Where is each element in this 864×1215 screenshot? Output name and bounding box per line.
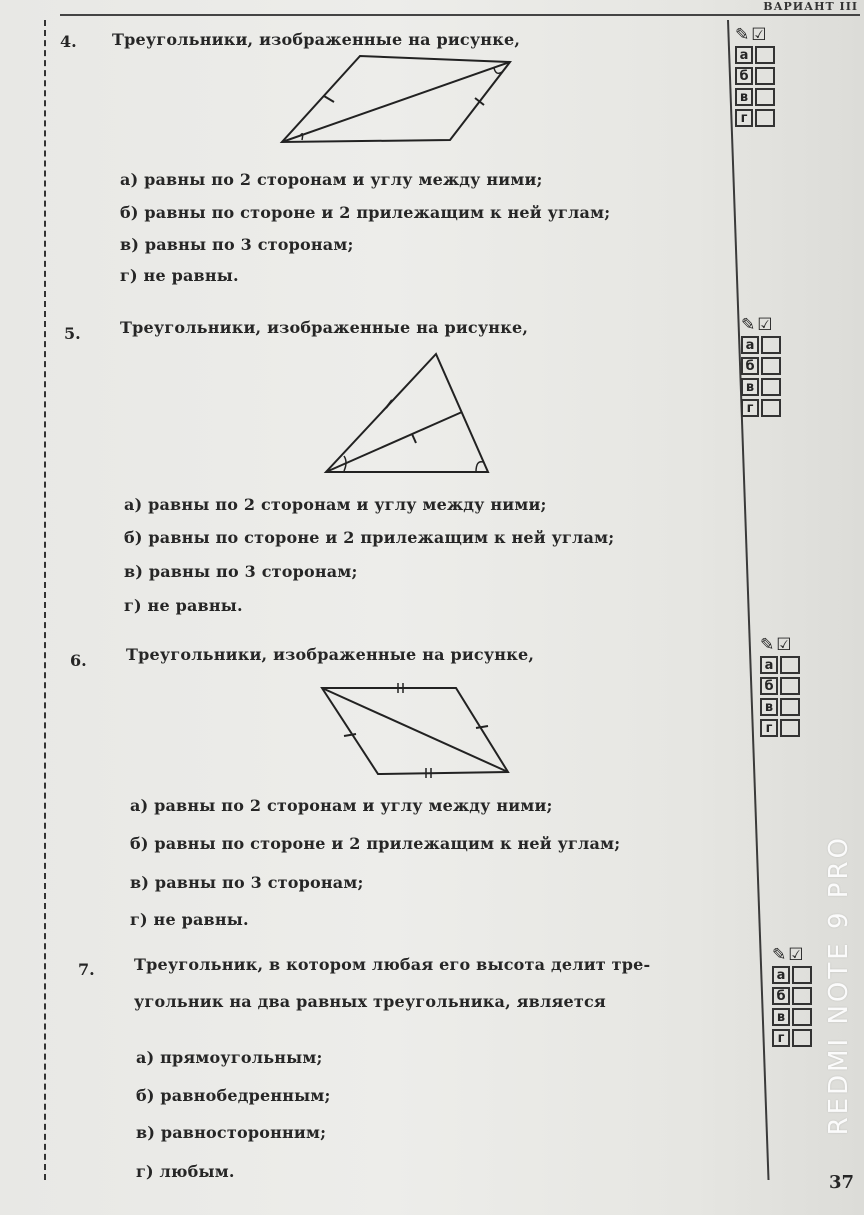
answer-label-b: б xyxy=(760,677,778,695)
answer-cell-g[interactable] xyxy=(792,1029,812,1047)
question-7-option-b: б) равнобедренным; xyxy=(136,1086,331,1105)
answer-label-a: а xyxy=(741,336,759,354)
question-4-option-v: в) равны по 3 сторонам; xyxy=(120,235,354,254)
answer-cell-a[interactable] xyxy=(761,336,781,354)
question-4-option-g: г) не равны. xyxy=(120,266,239,285)
question-6-option-v: в) равны по 3 сторонам; xyxy=(130,873,364,892)
answer-cell-v[interactable] xyxy=(755,88,775,106)
question-7-answer-box xyxy=(772,944,830,1050)
answer-label-v: в xyxy=(760,698,778,716)
answer-cell-b[interactable] xyxy=(780,677,800,695)
question-7-text-line-1: Треугольник, в котором любая его высота делит тре- xyxy=(134,955,651,974)
answer-label-g: г xyxy=(760,719,778,737)
top-rule xyxy=(60,14,860,16)
answer-cell-v[interactable] xyxy=(780,698,800,716)
page-number: 37 xyxy=(828,1172,854,1193)
pencil-icon: ✎ xyxy=(760,635,775,655)
question-7-option-g: г) любым. xyxy=(136,1162,235,1181)
question-5-option-v: в) равны по 3 сторонам; xyxy=(124,562,358,581)
answer-cell-v[interactable] xyxy=(792,1008,812,1026)
question-4-text: Треугольники, изображенные на рисунке, xyxy=(112,30,521,49)
question-6-option-a: а) равны по 2 сторонам и углу между ними; xyxy=(130,796,553,815)
answer-cell-b[interactable] xyxy=(761,357,781,375)
answer-cell-g[interactable] xyxy=(761,399,781,417)
question-5-option-b: б) равны по стороне и 2 прилежащим к ней углам; xyxy=(124,528,615,547)
question-6-figure xyxy=(318,682,518,782)
question-4-figure xyxy=(270,50,520,150)
question-5-number: 5. xyxy=(64,324,81,343)
answer-label-g: г xyxy=(772,1029,790,1047)
answer-cell-b[interactable] xyxy=(792,987,812,1005)
answer-label-v: в xyxy=(772,1008,790,1026)
answer-label-v: в xyxy=(741,378,759,396)
answer-label-b: б xyxy=(741,357,759,375)
answer-cell-v[interactable] xyxy=(761,378,781,396)
question-6-number: 6. xyxy=(70,651,87,670)
question-6-text: Треугольники, изображенные на рисунке, xyxy=(126,645,535,664)
answer-label-v: в xyxy=(735,88,753,106)
pencil-icon: ✎ xyxy=(735,25,750,45)
question-5-option-g: г) не равны. xyxy=(124,596,243,615)
question-6-option-b: б) равны по стороне и 2 прилежащим к ней углам; xyxy=(130,834,621,853)
answer-label-a: а xyxy=(735,46,753,64)
answer-label-b: б xyxy=(772,987,790,1005)
answer-column-divider xyxy=(727,20,773,1180)
check-icon: ☑ xyxy=(776,635,792,655)
question-4-number: 4. xyxy=(60,32,77,51)
answer-cell-a[interactable] xyxy=(755,46,775,64)
cut-line xyxy=(44,20,46,1180)
answer-cell-a[interactable] xyxy=(792,966,812,984)
camera-watermark: REDMI NOTE 9 PRO xyxy=(824,834,854,1135)
answer-label-a: а xyxy=(772,966,790,984)
answer-label-a: а xyxy=(760,656,778,674)
answer-label-b: б xyxy=(735,67,753,85)
answer-cell-g[interactable] xyxy=(755,109,775,127)
question-7-option-a: а) прямоугольным; xyxy=(136,1048,323,1067)
answer-cell-g[interactable] xyxy=(780,719,800,737)
question-6-option-g: г) не равны. xyxy=(130,910,249,929)
answer-cell-a[interactable] xyxy=(780,656,800,674)
check-icon: ☑ xyxy=(757,315,773,335)
question-5-text: Треугольники, изображенные на рисунке, xyxy=(120,318,529,337)
check-icon: ☑ xyxy=(788,945,804,965)
question-7-text-line-2: угольник на два равных треугольника, является xyxy=(134,992,606,1011)
question-4-option-a: а) равны по 2 сторонам и углу между ними; xyxy=(120,170,543,189)
question-4-answer-box xyxy=(735,24,793,130)
question-5-option-a: а) равны по 2 сторонам и углу между ними; xyxy=(124,495,547,514)
question-6-answer-box xyxy=(760,634,818,740)
question-7-number: 7. xyxy=(78,960,95,979)
question-5-figure xyxy=(320,350,500,480)
question-7-option-v: в) равносторонним; xyxy=(136,1123,327,1142)
answer-cell-b[interactable] xyxy=(755,67,775,85)
question-5-answer-box xyxy=(741,314,799,420)
answer-label-g: г xyxy=(735,109,753,127)
pencil-icon: ✎ xyxy=(741,315,756,335)
question-4-option-b: б) равны по стороне и 2 прилежащим к ней углам; xyxy=(120,203,611,222)
answer-label-g: г xyxy=(741,399,759,417)
variant-label: ВАРИАНТ III xyxy=(763,0,858,13)
check-icon: ☑ xyxy=(751,25,767,45)
pencil-icon: ✎ xyxy=(772,945,787,965)
